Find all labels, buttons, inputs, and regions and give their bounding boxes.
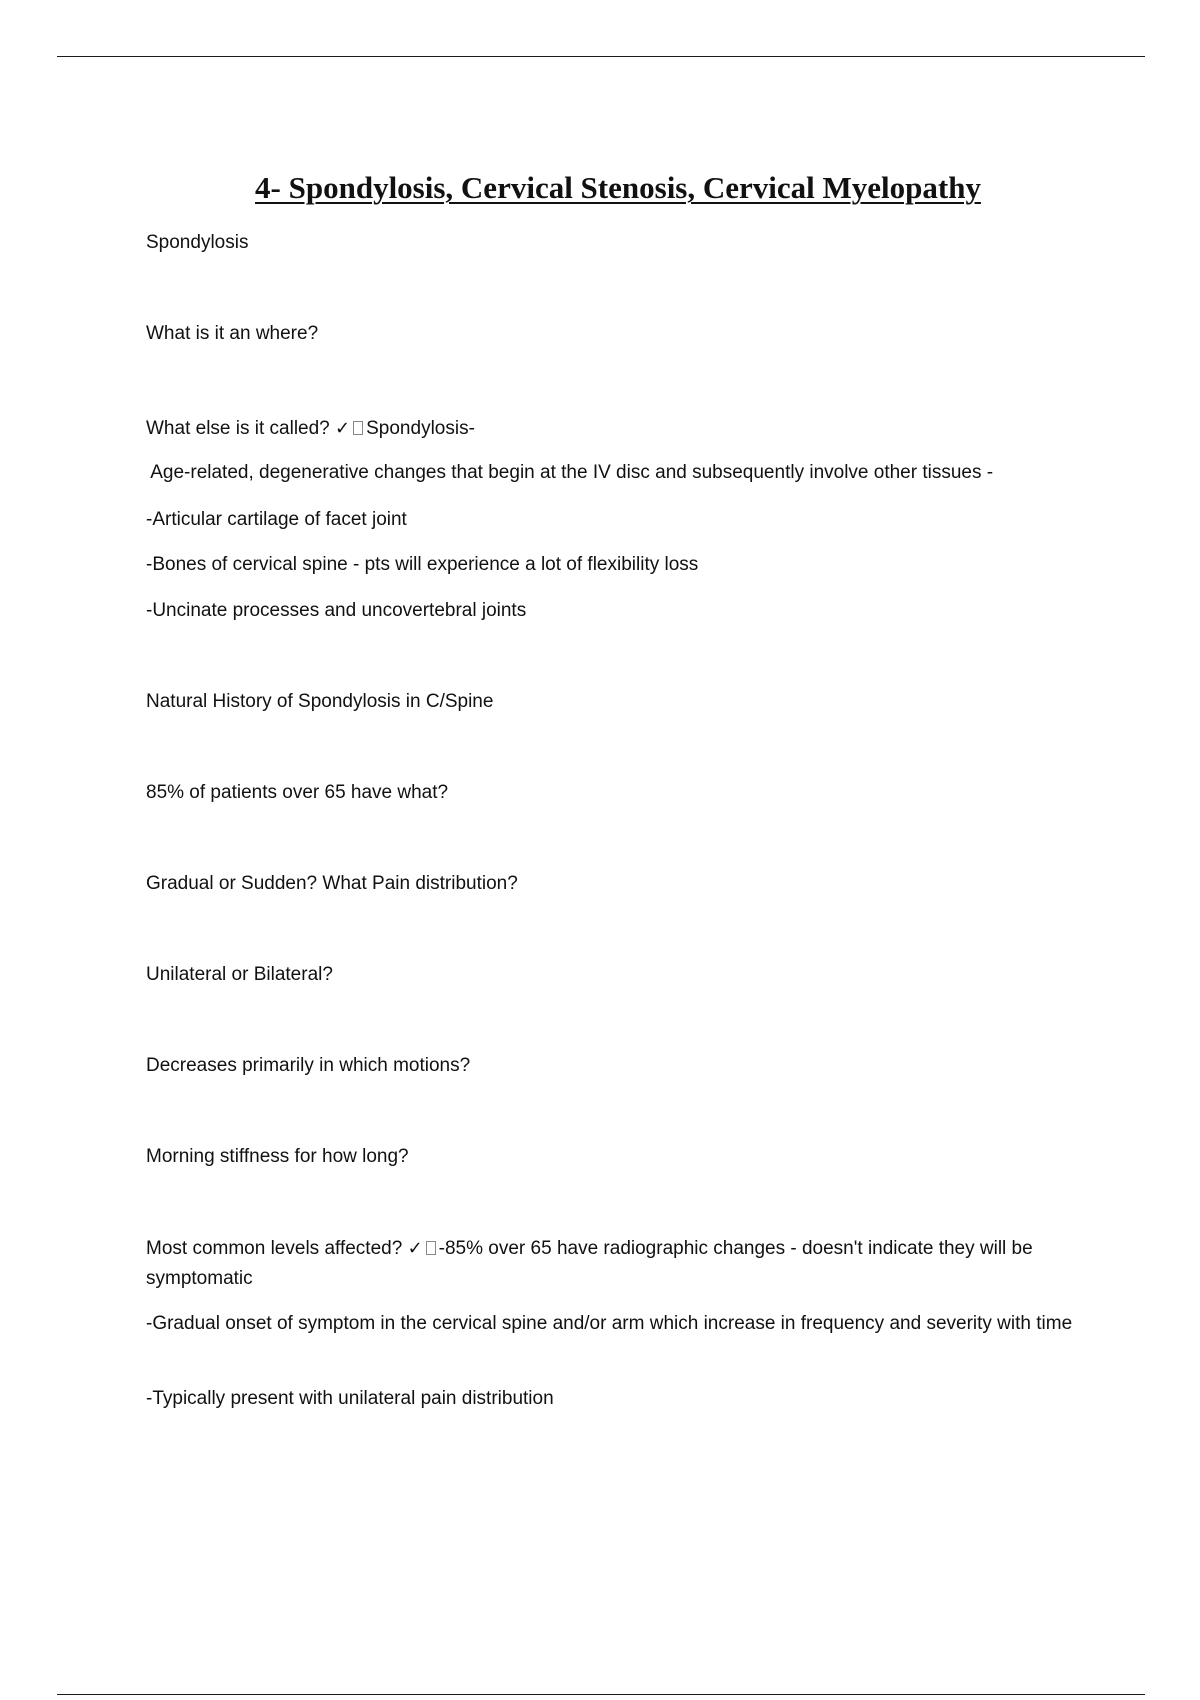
- question-decreased-motions: Decreases primarily in which motions?: [146, 1055, 471, 1076]
- answer-line: -Bones of cervical spine - pts will experience a lot of flexibility loss: [146, 554, 699, 575]
- question-common-levels: Most common levels affected? ✓ -85% over 65 have radiographic changes - doesn't indicate they will be symptomatic: [146, 1238, 1033, 1289]
- answer-line: -Typically present with unilateral pain distribution: [146, 1388, 554, 1409]
- question-other-name: What else is it called? ✓ Spondylosis-: [146, 418, 475, 439]
- empty-box-icon: [426, 1241, 436, 1255]
- question-85-percent: 85% of patients over 65 have what?: [146, 782, 449, 803]
- empty-box-icon: [353, 421, 363, 435]
- question-morning-stiffness: Morning stiffness for how long?: [146, 1146, 409, 1167]
- document-title: 4- Spondylosis, Cervical Stenosis, Cervical Myelopathy: [255, 170, 981, 205]
- section-heading-natural-history: Natural History of Spondylosis in C/Spine: [146, 691, 494, 712]
- answer-line: -Uncinate processes and uncovertebral joints: [146, 600, 527, 621]
- question-what-is-it: What is it an where?: [146, 323, 319, 344]
- section-heading-spondylosis: Spondylosis: [146, 232, 249, 253]
- answer-line: Age-related, degenerative changes that begin at the IV disc and subsequently involve other tissues -: [146, 462, 994, 483]
- bottom-rule: [57, 1694, 1145, 1695]
- check-icon: ✓: [335, 418, 351, 439]
- question-unilateral-or-bilateral: Unilateral or Bilateral?: [146, 964, 333, 985]
- answer-line: -Articular cartilage of facet joint: [146, 509, 407, 530]
- answer-line: -Gradual onset of symptom in the cervical spine and/or arm which increase in frequency and severity with time: [146, 1313, 1073, 1334]
- check-icon: ✓: [407, 1238, 423, 1259]
- top-rule: [57, 56, 1145, 57]
- question-gradual-or-sudden: Gradual or Sudden? What Pain distribution?: [146, 873, 518, 894]
